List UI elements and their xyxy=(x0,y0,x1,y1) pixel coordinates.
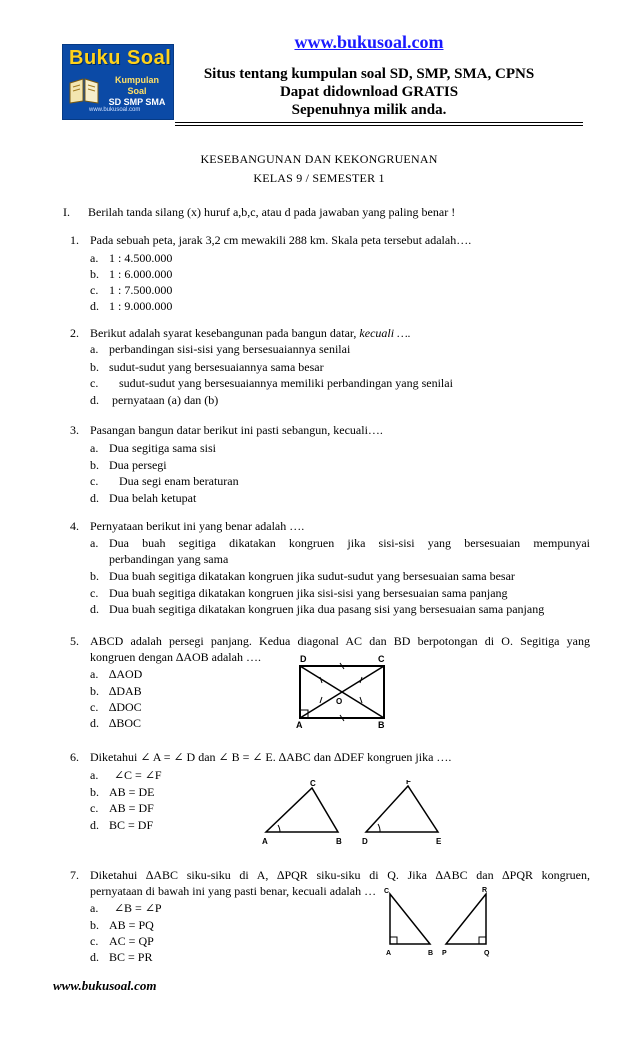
question-text: Pernyataan berikut ini yang benar adalah …. xyxy=(90,519,305,533)
vertex-label-r: R xyxy=(482,887,488,894)
option-letter: d. xyxy=(90,602,99,616)
angle-arc xyxy=(378,824,380,832)
question-text: ABCD adalah persegi panjang. Kedua diagonal AC dan BD berpotongan di O. Segitiga yang xyxy=(90,634,590,648)
vertex-label-p: P xyxy=(442,950,447,957)
option-text: ∠B = ∠P xyxy=(114,901,162,915)
question-text-continued: pernyataan di bawah ini yang pasti benar, kecuali adalah … xyxy=(90,884,377,898)
tick-mark xyxy=(360,697,362,703)
option-text: AB = PQ xyxy=(109,918,154,932)
option-letter: a. xyxy=(90,667,99,681)
option-letter: c. xyxy=(90,934,99,948)
triangle-abc xyxy=(266,788,338,832)
footer-link[interactable]: www.bukusoal.com xyxy=(53,978,157,993)
option-letter: c. xyxy=(90,283,99,297)
option-letter: a. xyxy=(90,342,99,356)
triangle-def xyxy=(366,786,438,832)
vertex-label-q: Q xyxy=(484,950,490,957)
option-letter: c. xyxy=(90,801,99,815)
option-letter: b. xyxy=(90,785,99,799)
header-link[interactable]: www.bukusoal.com xyxy=(294,32,444,52)
option-letter: a. xyxy=(90,441,99,455)
document-title: KESEBANGUNAN DAN KEKONGRUENAN xyxy=(200,152,438,166)
option-text: BC = PR xyxy=(109,950,153,964)
logo-url: www.bukusoal.com xyxy=(89,107,141,113)
question-text-main: Berikut adalah syarat kesebangunan pada bangun datar, xyxy=(90,326,357,340)
option-letter: d. xyxy=(90,491,99,505)
option-text: ∆DOC xyxy=(109,700,142,714)
option-letter: a. xyxy=(90,251,99,265)
option-letter: b. xyxy=(90,267,99,281)
option-text: Dua buah segitiga dikatakan kongruen jika sisi-sisi yang bersesuaian sama panjang xyxy=(109,586,508,600)
option-letter: c. xyxy=(90,376,99,390)
angle-arc xyxy=(278,825,280,832)
option-text: ∆BOC xyxy=(109,716,142,730)
option-letter: b. xyxy=(90,569,99,583)
header-tagline-2: Dapat didownload GRATIS xyxy=(279,84,459,100)
question-number: 3. xyxy=(70,423,79,437)
section-number: I. xyxy=(63,205,70,219)
vertex-label-d: D xyxy=(300,654,307,664)
option-letter: d. xyxy=(90,818,99,832)
rectangle-diagram xyxy=(292,652,392,730)
right-angle-mark xyxy=(479,937,486,944)
tick-mark xyxy=(320,697,322,703)
option-letter: d. xyxy=(90,716,99,730)
question-number: 1. xyxy=(70,233,79,247)
option-letter: c. xyxy=(90,700,99,714)
option-letter: b. xyxy=(90,918,99,932)
option-letter: d. xyxy=(90,950,99,964)
option-text: Dua buah segitiga dikatakan kongruen jika sisi-sisi yang bersesuaian mempunyai xyxy=(109,536,590,550)
logo-title: Buku Soal xyxy=(69,47,172,69)
question-number: 2. xyxy=(70,326,79,340)
option-letter: c. xyxy=(90,474,99,488)
vertex-label-a: A xyxy=(262,837,268,846)
question-number: 6. xyxy=(70,750,79,764)
header-divider xyxy=(175,122,583,126)
vertex-label-a: A xyxy=(296,720,303,730)
option-letter: d. xyxy=(90,299,99,313)
option-letter: d. xyxy=(90,393,99,407)
option-text: sudut-sudut yang bersesuaiannya memiliki perbandingan yang senilai xyxy=(119,376,453,390)
question-text-end: …. xyxy=(394,326,411,340)
option-text: Dua persegi xyxy=(109,458,167,472)
option-text: Dua buah segitiga dikatakan kongruen jika dua pasang sisi yang bersesuaian sama panjang xyxy=(109,602,545,616)
book-icon xyxy=(68,75,100,105)
center-label-o: O xyxy=(336,697,343,706)
vertex-label-c: C xyxy=(378,654,385,664)
vertex-label-c: C xyxy=(384,888,390,895)
option-text: Dua segitiga sama sisi xyxy=(109,441,216,455)
question-number: 4. xyxy=(70,519,79,533)
option-text: pernyataan (a) dan (b) xyxy=(112,393,219,407)
option-letter: a. xyxy=(90,536,99,550)
vertex-label-c: C xyxy=(310,780,316,788)
section-instruction: Berilah tanda silang (x) huruf a,b,c, atau d pada jawaban yang paling benar ! xyxy=(88,205,456,219)
option-text: AB = DF xyxy=(109,801,154,815)
logo-subtitle-line2: SD SMP SMA xyxy=(108,97,166,107)
option-letter: b. xyxy=(90,360,99,374)
option-text: perbandingan sisi-sisi yang bersesuaiannya senilai xyxy=(109,342,351,356)
vertex-label-b: B xyxy=(378,720,385,730)
document-subtitle: KELAS 9 / SEMESTER 1 xyxy=(253,171,385,185)
option-text: AB = DE xyxy=(109,785,155,799)
option-text: BC = DF xyxy=(109,818,154,832)
question-text: Diketahui ∠ A = ∠ D dan ∠ B = ∠ E. ∆ABC dan ∆DEF kongruen jika …. xyxy=(90,750,452,764)
option-text: ∆DAB xyxy=(109,684,142,698)
question-number: 5. xyxy=(70,634,79,648)
option-text: AC = QP xyxy=(109,934,154,948)
vertex-label-b: B xyxy=(336,837,342,846)
triangles-abc-def-diagram xyxy=(256,780,446,848)
question-text-continued: kongruen dengan ∆AOB adalah …. xyxy=(90,650,261,664)
right-triangles-diagram xyxy=(378,886,502,958)
question-number: 7. xyxy=(70,868,79,882)
option-letter: c. xyxy=(90,586,99,600)
question-text-emphasis: kecuali xyxy=(359,326,395,340)
option-text: 1 : 9.000.000 xyxy=(109,299,173,313)
header-tagline-1: Situs tentang kumpulan soal SD, SMP, SMA, CPNS xyxy=(203,66,535,82)
vertex-label-d: D xyxy=(362,837,368,846)
option-text: 1 : 6.000.000 xyxy=(109,267,173,281)
option-text: 1 : 7.500.000 xyxy=(109,283,173,297)
header-tagline-3: Sepenuhnya milik anda. xyxy=(291,102,447,118)
option-letter: a. xyxy=(90,901,99,915)
option-text: Dua belah ketupat xyxy=(109,491,197,505)
option-letter: a. xyxy=(90,768,99,782)
option-text: ∠C = ∠F xyxy=(114,768,162,782)
vertex-label-f: F xyxy=(406,780,411,786)
option-letter: b. xyxy=(90,458,99,472)
vertex-label-b: B xyxy=(428,950,434,957)
option-text: 1 : 4.500.000 xyxy=(109,251,173,265)
vertex-label-a: A xyxy=(386,950,392,957)
option-text-continued: perbandingan yang sama xyxy=(109,552,229,566)
question-text: Diketahui ∆ABC siku-siku di A, ∆PQR siku-siku di Q. Jika ∆ABC dan ∆PQR kongruen, xyxy=(90,868,590,882)
right-angle-mark xyxy=(390,937,397,944)
logo-subtitle-line1: Kumpulan Soal xyxy=(115,75,159,96)
option-text: ∆AOD xyxy=(109,667,143,681)
question-text xyxy=(90,326,411,341)
vertex-label-e: E xyxy=(436,837,442,846)
question-text: Pada sebuah peta, jarak 3,2 cm mewakili 288 km. Skala peta tersebut adalah…. xyxy=(90,233,472,247)
option-text: Dua buah segitiga dikatakan kongruen jika sudut-sudut yang bersesuaian sama besar xyxy=(109,569,515,583)
question-text: Pasangan bangun datar berikut ini pasti sebangun, kecuali…. xyxy=(90,423,383,437)
option-letter: b. xyxy=(90,684,99,698)
option-text: sudut-sudut yang bersesuaiannya sama besar xyxy=(109,360,324,374)
option-text: Dua segi enam beraturan xyxy=(119,474,239,488)
